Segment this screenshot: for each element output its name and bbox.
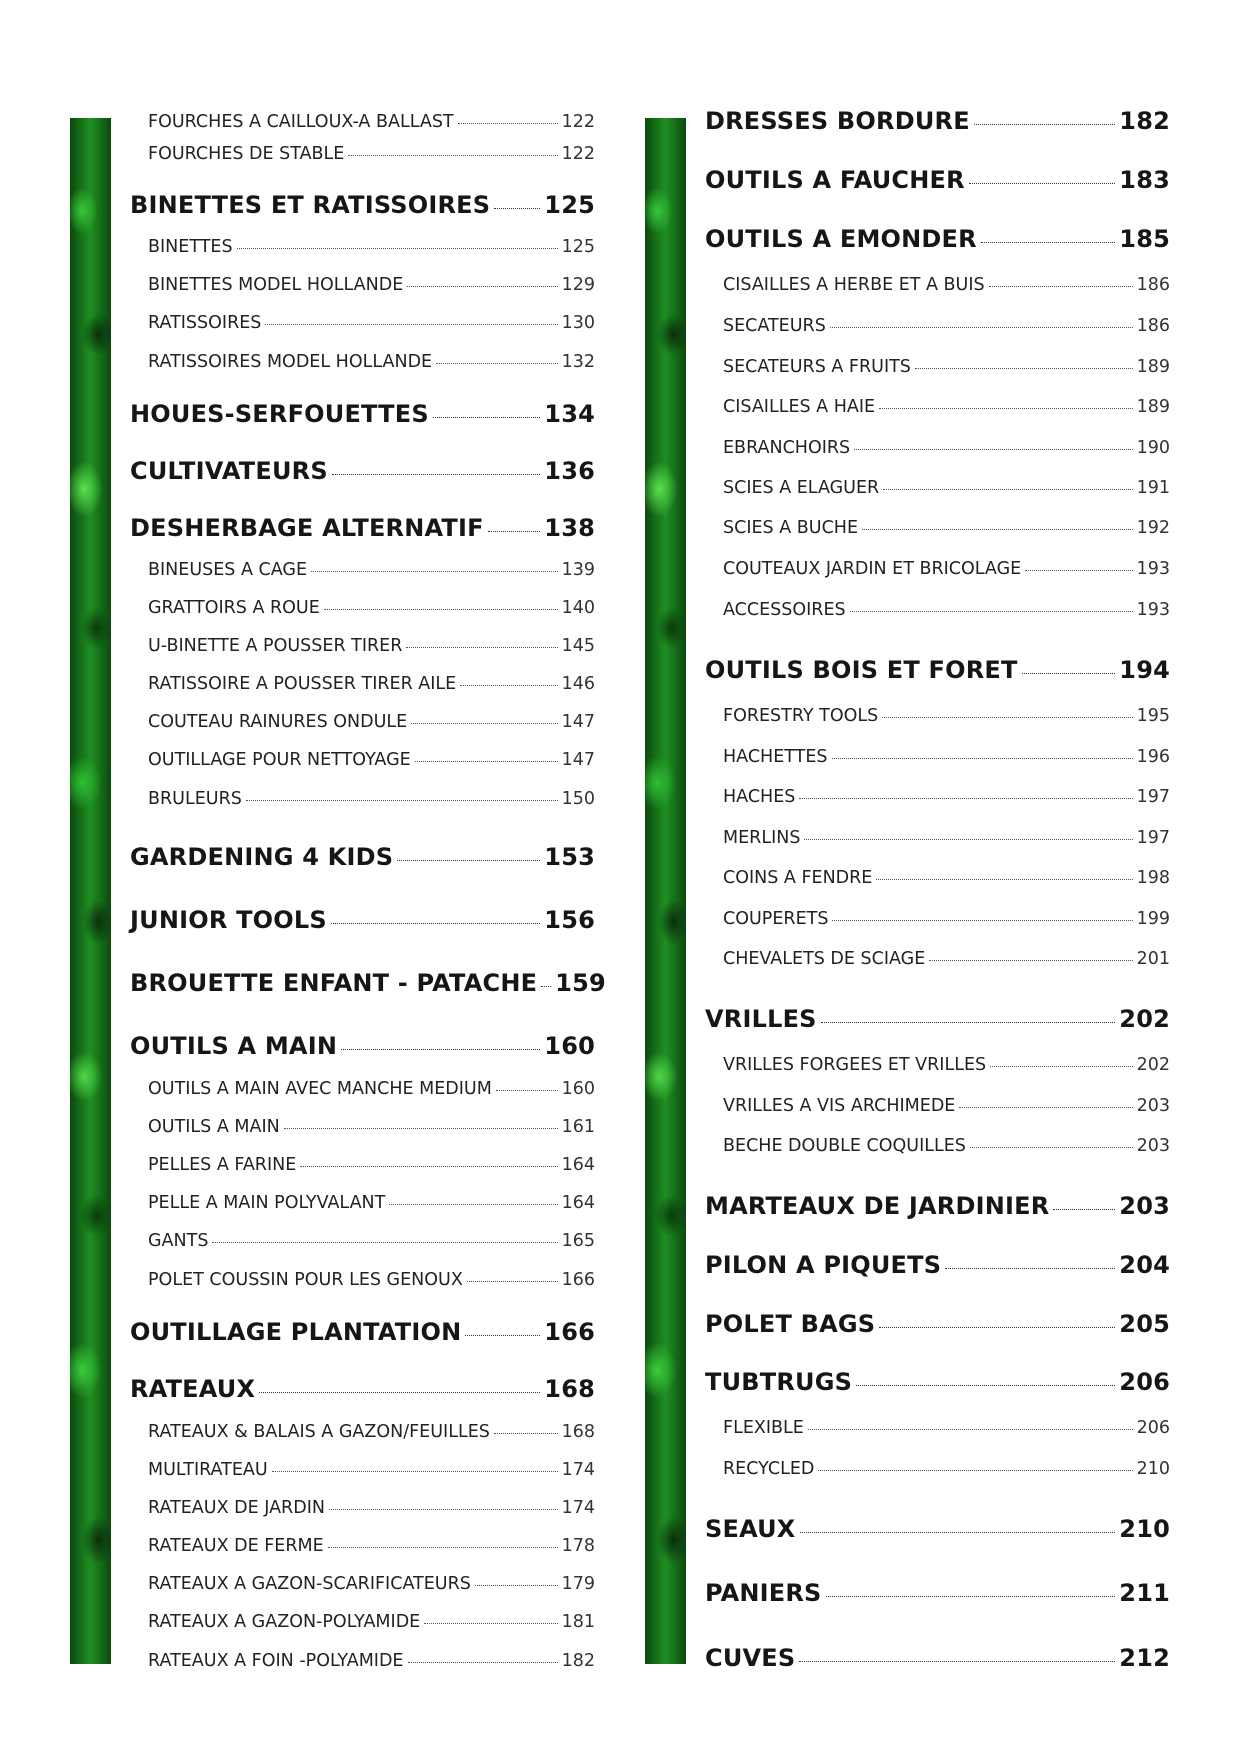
- dot-leader: [341, 1049, 540, 1050]
- toc-page-number: 168: [544, 1375, 595, 1403]
- dot-leader: [959, 1107, 1132, 1108]
- toc-section-entry: [130, 843, 595, 871]
- toc-entry-title: OUTILS A FAUCHER: [705, 166, 965, 194]
- toc-page-number: 161: [561, 1117, 595, 1137]
- toc-page-number: 192: [1136, 518, 1170, 538]
- toc-subsection-entry: [130, 636, 595, 657]
- toc-entry-title: FOURCHES DE STABLE: [148, 144, 345, 164]
- toc-entry-title: FOURCHES A CAILLOUX-A BALLAST: [148, 112, 454, 132]
- dot-leader: [799, 1661, 1115, 1662]
- toc-page-number: 147: [561, 750, 595, 770]
- dot-leader: [879, 1327, 1115, 1328]
- dot-leader: [1053, 1209, 1115, 1210]
- toc-entry-title: BINETTES: [148, 237, 233, 257]
- toc-entry-title: COUTEAUX JARDIN ET BRICOLAGE: [723, 559, 1022, 579]
- toc-entry-title: HACHES: [723, 787, 796, 807]
- toc-page-number: 204: [1119, 1251, 1170, 1279]
- toc-page-number: 122: [561, 112, 595, 132]
- dot-leader: [496, 1090, 558, 1091]
- toc-subsection-entry: [705, 397, 1170, 418]
- dot-leader: [415, 761, 558, 762]
- toc-subsection-entry: [705, 438, 1170, 459]
- toc-section-entry: [705, 225, 1170, 253]
- toc-section-entry: [705, 1251, 1170, 1279]
- dot-leader: [406, 647, 557, 648]
- dot-leader: [465, 1335, 540, 1336]
- toc-section-entry: [130, 1375, 595, 1403]
- dot-leader: [799, 798, 1132, 799]
- toc-entry-title: PILON A PIQUETS: [705, 1251, 942, 1279]
- toc-entry-title: RATEAUX DE FERME: [148, 1536, 324, 1556]
- toc-page-number: 206: [1136, 1418, 1170, 1438]
- toc-entry-title: RATEAUX: [130, 1375, 256, 1403]
- dot-leader: [436, 363, 557, 364]
- toc-page-number: 145: [561, 636, 595, 656]
- dot-leader: [915, 368, 1133, 369]
- dot-leader: [856, 1385, 1115, 1386]
- toc-subsection-entry: [705, 949, 1170, 970]
- toc-entry-title: POLET COUSSIN POUR LES GENOUX: [148, 1270, 463, 1290]
- toc-subsection-entry: [705, 706, 1170, 727]
- toc-section-entry: [705, 107, 1170, 135]
- toc-section-entry: [705, 1644, 1170, 1672]
- dot-leader: [800, 1532, 1116, 1533]
- toc-entry-title: HACHETTES: [723, 747, 828, 767]
- toc-subsection-entry: [130, 1079, 595, 1100]
- toc-page-number: 191: [1136, 478, 1170, 498]
- toc-page-number: 186: [1136, 275, 1170, 295]
- toc-subsection-entry: [130, 789, 595, 810]
- toc-subsection-entry: [705, 275, 1170, 296]
- dot-leader: [830, 327, 1133, 328]
- toc-entry-title: COINS A FENDRE: [723, 868, 873, 888]
- dot-leader: [265, 324, 557, 325]
- dot-leader: [212, 1242, 557, 1243]
- toc-subsection-entry: [705, 909, 1170, 930]
- dot-leader: [259, 1392, 540, 1393]
- toc-page-number: 182: [1119, 107, 1170, 135]
- toc-subsection-entry: [705, 787, 1170, 808]
- toc-page-number: 130: [561, 313, 595, 333]
- toc-page-number: 203: [1136, 1096, 1170, 1116]
- dot-leader: [981, 242, 1115, 243]
- toc-section-entry: [705, 1310, 1170, 1338]
- dot-leader: [433, 417, 540, 418]
- toc-entry-title: OUTILS BOIS ET FORET: [705, 656, 1018, 684]
- toc-subsection-entry: [130, 560, 595, 581]
- dot-leader: [328, 1547, 558, 1548]
- toc-entry-title: BINEUSES A CAGE: [148, 560, 307, 580]
- toc-entry-title: EBRANCHOIRS: [723, 438, 851, 458]
- dot-leader: [969, 183, 1116, 184]
- toc-section-entry: [705, 1579, 1170, 1607]
- toc-page-number: 197: [1136, 828, 1170, 848]
- toc-page-number: 190: [1136, 438, 1170, 458]
- toc-entry-title: SCIES A ELAGUER: [723, 478, 880, 498]
- dot-leader: [324, 609, 558, 610]
- dot-leader: [832, 920, 1132, 921]
- toc-page-number: 139: [561, 560, 595, 580]
- toc-subsection-entry: [130, 352, 595, 373]
- toc-subsection-entry: [130, 1270, 595, 1291]
- dot-leader: [332, 474, 540, 475]
- toc-entry-title: MERLINS: [723, 828, 801, 848]
- toc-page-number: 203: [1119, 1192, 1170, 1220]
- dot-leader: [237, 248, 558, 249]
- dot-leader: [389, 1204, 557, 1205]
- dot-leader: [348, 155, 557, 156]
- dot-leader: [284, 1128, 558, 1129]
- toc-subsection-entry: [130, 1498, 595, 1519]
- toc-subsection-entry: [130, 1155, 595, 1176]
- toc-entry-title: PANIERS: [705, 1579, 822, 1607]
- toc-entry-title: CHEVALETS DE SCIAGE: [723, 949, 926, 969]
- toc-entry-title: BINETTES MODEL HOLLANDE: [148, 275, 404, 295]
- toc-page-number: 164: [561, 1155, 595, 1175]
- dot-leader: [854, 449, 1132, 450]
- toc-entry-title: SEAUX: [705, 1515, 796, 1543]
- toc-section-entry: [130, 1318, 595, 1346]
- toc-section-entry: [705, 656, 1170, 684]
- toc-page-number: 195: [1136, 706, 1170, 726]
- dot-leader: [970, 1147, 1133, 1148]
- toc-section-entry: [130, 1032, 595, 1060]
- toc-subsection-entry: [705, 559, 1170, 580]
- dot-leader: [407, 286, 557, 287]
- toc-entry-title: BROUETTE ENFANT - PATACHE: [130, 969, 538, 997]
- toc-subsection-entry: [130, 598, 595, 619]
- toc-section-entry: [705, 1368, 1170, 1396]
- toc-page-number: 202: [1119, 1005, 1170, 1033]
- dot-leader: [990, 1066, 1132, 1067]
- toc-entry-title: PELLES A FARINE: [148, 1155, 297, 1175]
- dot-leader: [494, 1433, 558, 1434]
- toc-entry-title: BECHE DOUBLE COQUILLES: [723, 1136, 966, 1156]
- dot-leader: [826, 1596, 1116, 1597]
- toc-subsection-entry: [705, 868, 1170, 889]
- dot-leader: [876, 879, 1132, 880]
- dot-leader: [458, 123, 558, 124]
- toc-page-number: 166: [544, 1318, 595, 1346]
- toc-subsection-entry: [130, 1231, 595, 1252]
- toc-page-number: 212: [1119, 1644, 1170, 1672]
- dot-leader: [862, 529, 1133, 530]
- toc-page-number: 129: [561, 275, 595, 295]
- dot-leader: [804, 839, 1132, 840]
- toc-subsection-entry: [130, 1536, 595, 1557]
- toc-page-number: 193: [1136, 559, 1170, 579]
- toc-subsection-entry: [705, 1418, 1170, 1439]
- toc-entry-title: SCIES A BUCHE: [723, 518, 859, 538]
- toc-page-number: 168: [561, 1422, 595, 1442]
- toc-subsection-entry: [705, 1459, 1170, 1480]
- dot-leader: [329, 1509, 558, 1510]
- toc-subsection-entry: [130, 1193, 595, 1214]
- toc-page-number: 160: [561, 1079, 595, 1099]
- toc-page-number: 132: [561, 352, 595, 372]
- toc-page-number: 178: [561, 1536, 595, 1556]
- dot-leader: [974, 124, 1116, 125]
- dot-leader: [808, 1429, 1133, 1430]
- toc-subsection-entry: [130, 1422, 595, 1443]
- toc-entry-title: OUTILLAGE POUR NETTOYAGE: [148, 750, 411, 770]
- toc-section-entry: [705, 1192, 1170, 1220]
- toc-subsection-entry: [705, 1136, 1170, 1157]
- toc-page-number: 125: [544, 191, 595, 219]
- toc-page-number: 125: [561, 237, 595, 257]
- toc-entry-title: POLET BAGS: [705, 1310, 876, 1338]
- toc-entry-title: GARDENING 4 KIDS: [130, 843, 394, 871]
- toc-page-number: 181: [561, 1612, 595, 1632]
- toc-subsection-entry: [130, 313, 595, 334]
- toc-section-entry: [705, 1515, 1170, 1543]
- toc-page-number: 201: [1136, 949, 1170, 969]
- toc-entry-title: SECATEURS: [723, 316, 826, 336]
- toc-entry-title: PELLE A MAIN POLYVALANT: [148, 1193, 386, 1213]
- toc-page-number: 160: [544, 1032, 595, 1060]
- dot-leader: [818, 1470, 1132, 1471]
- toc-subsection-entry: [705, 747, 1170, 768]
- toc-page-number: 186: [1136, 316, 1170, 336]
- toc-page-number: 174: [561, 1460, 595, 1480]
- toc-subsection-entry: [130, 144, 595, 165]
- toc-section-entry: [705, 1005, 1170, 1033]
- toc-entry-title: RATISSOIRES: [148, 313, 262, 333]
- toc-section-entry: [130, 906, 595, 934]
- dot-leader: [929, 960, 1132, 961]
- toc-section-entry: [130, 457, 595, 485]
- dot-leader: [331, 923, 540, 924]
- toc-subsection-entry: [705, 316, 1170, 337]
- toc-entry-title: RATEAUX A GAZON-SCARIFICATEURS: [148, 1574, 471, 1594]
- toc-page-number: 146: [561, 674, 595, 694]
- toc-entry-title: GANTS: [148, 1231, 209, 1251]
- toc-entry-title: DESHERBAGE ALTERNATIF: [130, 514, 484, 542]
- toc-subsection-entry: [130, 237, 595, 258]
- dot-leader: [821, 1022, 1116, 1023]
- toc-entry-title: VRILLES: [705, 1005, 817, 1033]
- toc-subsection-entry: [705, 1096, 1170, 1117]
- toc-section-entry: [130, 969, 606, 997]
- toc-entry-title: BINETTES ET RATISSOIRES: [130, 191, 491, 219]
- toc-subsection-entry: [130, 1117, 595, 1138]
- toc-page-number: 138: [544, 514, 595, 542]
- toc-entry-title: CISAILLES A HAIE: [723, 397, 876, 417]
- toc-subsection-entry: [130, 1460, 595, 1481]
- toc-entry-title: VRILLES FORGEES ET VRILLES: [723, 1055, 987, 1075]
- toc-page-number: 197: [1136, 787, 1170, 807]
- toc-entry-title: FLEXIBLE: [723, 1418, 804, 1438]
- toc-subsection-entry: [130, 712, 595, 733]
- toc-subsection-entry: [705, 478, 1170, 499]
- toc-subsection-entry: [705, 600, 1170, 621]
- toc-page-number: 134: [544, 400, 595, 428]
- toc-entry-title: CULTIVATEURS: [130, 457, 328, 485]
- dot-leader: [467, 1281, 558, 1282]
- toc-subsection-entry: [130, 750, 595, 771]
- dot-leader: [475, 1585, 558, 1586]
- dot-leader: [300, 1166, 557, 1167]
- toc-subsection-entry: [705, 357, 1170, 378]
- toc-entry-title: RECYCLED: [723, 1459, 815, 1479]
- toc-entry-title: RATEAUX & BALAIS A GAZON/FEUILLES: [148, 1422, 490, 1442]
- toc-page-number: 196: [1136, 747, 1170, 767]
- toc-entry-title: MULTIRATEAU: [148, 1460, 268, 1480]
- toc-page-number: 193: [1136, 600, 1170, 620]
- toc-entry-title: RATEAUX A GAZON-POLYAMIDE: [148, 1612, 421, 1632]
- toc-entry-title: CUVES: [705, 1644, 796, 1672]
- toc-entry-title: CISAILLES A HERBE ET A BUIS: [723, 275, 985, 295]
- toc-section-entry: [705, 166, 1170, 194]
- dot-leader: [411, 723, 557, 724]
- dot-leader: [246, 800, 558, 801]
- toc-subsection-entry: [130, 1651, 595, 1672]
- toc-page-number: 159: [555, 969, 606, 997]
- dot-leader: [883, 489, 1132, 490]
- dot-leader: [488, 531, 541, 532]
- dot-leader: [850, 611, 1133, 612]
- toc-entry-title: HOUES-SERFOUETTES: [130, 400, 429, 428]
- toc-page-number: 199: [1136, 909, 1170, 929]
- toc-page-number: 182: [561, 1651, 595, 1671]
- toc-entry-title: BRULEURS: [148, 789, 242, 809]
- toc-page-number: 147: [561, 712, 595, 732]
- leaf-decoration-strip-left: [70, 118, 111, 1664]
- toc-page-number: 140: [561, 598, 595, 618]
- dot-leader: [272, 1471, 558, 1472]
- toc-entry-title: RATISSOIRES MODEL HOLLANDE: [148, 352, 433, 372]
- toc-entry-title: GRATTOIRS A ROUE: [148, 598, 320, 618]
- toc-page-number: 153: [544, 843, 595, 871]
- toc-entry-title: SECATEURS A FRUITS: [723, 357, 911, 377]
- toc-page-number: 194: [1119, 656, 1170, 684]
- dot-leader: [832, 758, 1133, 759]
- toc-entry-title: COUPERETS: [723, 909, 829, 929]
- toc-page-number: 189: [1136, 357, 1170, 377]
- toc-page-number: 210: [1136, 1459, 1170, 1479]
- toc-page-number: 179: [561, 1574, 595, 1594]
- toc-entry-title: FORESTRY TOOLS: [723, 706, 879, 726]
- dot-leader: [311, 571, 558, 572]
- toc-subsection-entry: [130, 275, 595, 296]
- toc-page-number: 156: [544, 906, 595, 934]
- toc-page-number: 205: [1119, 1310, 1170, 1338]
- toc-page-number: 202: [1136, 1055, 1170, 1075]
- toc-entry-title: OUTILS A EMONDER: [705, 225, 977, 253]
- toc-subsection-entry: [130, 674, 595, 695]
- toc-page-number: 166: [561, 1270, 595, 1290]
- toc-entry-title: RATISSOIRE A POUSSER TIRER AILE: [148, 674, 457, 694]
- toc-page-number: 174: [561, 1498, 595, 1518]
- toc-entry-title: VRILLES A VIS ARCHIMEDE: [723, 1096, 956, 1116]
- toc-section-entry: [130, 514, 595, 542]
- toc-subsection-entry: [130, 1612, 595, 1633]
- dot-leader: [879, 408, 1133, 409]
- toc-page-number: 189: [1136, 397, 1170, 417]
- leaf-decoration-strip-right: [645, 118, 686, 1664]
- toc-entry-title: TUBTRUGS: [705, 1368, 853, 1396]
- dot-leader: [882, 717, 1132, 718]
- dot-leader: [1022, 673, 1116, 674]
- toc-page-number: 206: [1119, 1368, 1170, 1396]
- toc-page-number: 211: [1119, 1579, 1170, 1607]
- dot-leader: [541, 986, 551, 987]
- toc-entry-title: OUTILS A MAIN: [148, 1117, 280, 1137]
- toc-entry-title: DRESSES BORDURE: [705, 107, 970, 135]
- dot-leader: [397, 860, 540, 861]
- toc-page-number: 150: [561, 789, 595, 809]
- toc-page-number: 136: [544, 457, 595, 485]
- toc-page-number: 183: [1119, 166, 1170, 194]
- dot-leader: [945, 1268, 1115, 1269]
- toc-subsection-entry: [705, 518, 1170, 539]
- dot-leader: [424, 1623, 557, 1624]
- toc-entry-title: OUTILS A MAIN: [130, 1032, 338, 1060]
- dot-leader: [989, 286, 1133, 287]
- toc-page-number: 203: [1136, 1136, 1170, 1156]
- toc-entry-title: OUTILS A MAIN AVEC MANCHE MEDIUM: [148, 1079, 492, 1099]
- toc-entry-title: OUTILLAGE PLANTATION: [130, 1318, 462, 1346]
- toc-page-number: 122: [561, 144, 595, 164]
- toc-page-number: 165: [561, 1231, 595, 1251]
- toc-page-number: 185: [1119, 225, 1170, 253]
- toc-entry-title: U-BINETTE A POUSSER TIRER: [148, 636, 403, 656]
- dot-leader: [460, 685, 557, 686]
- dot-leader: [1025, 570, 1132, 571]
- toc-subsection-entry: [130, 1574, 595, 1595]
- dot-leader: [494, 208, 540, 209]
- toc-subsection-entry: [705, 828, 1170, 849]
- toc-entry-title: COUTEAU RAINURES ONDULE: [148, 712, 408, 732]
- toc-entry-title: JUNIOR TOOLS: [130, 906, 327, 934]
- dot-leader: [408, 1662, 558, 1663]
- toc-entry-title: MARTEAUX DE JARDINIER: [705, 1192, 1050, 1220]
- toc-entry-title: ACCESSOIRES: [723, 600, 846, 620]
- toc-page-number: 210: [1119, 1515, 1170, 1543]
- toc-section-entry: [130, 191, 595, 219]
- toc-entry-title: RATEAUX DE JARDIN: [148, 1498, 325, 1518]
- toc-page-number: 164: [561, 1193, 595, 1213]
- toc-subsection-entry: [705, 1055, 1170, 1076]
- toc-subsection-entry: [130, 112, 595, 133]
- toc-section-entry: [130, 400, 595, 428]
- toc-page-number: 198: [1136, 868, 1170, 888]
- toc-entry-title: RATEAUX A FOIN -POLYAMIDE: [148, 1651, 404, 1671]
